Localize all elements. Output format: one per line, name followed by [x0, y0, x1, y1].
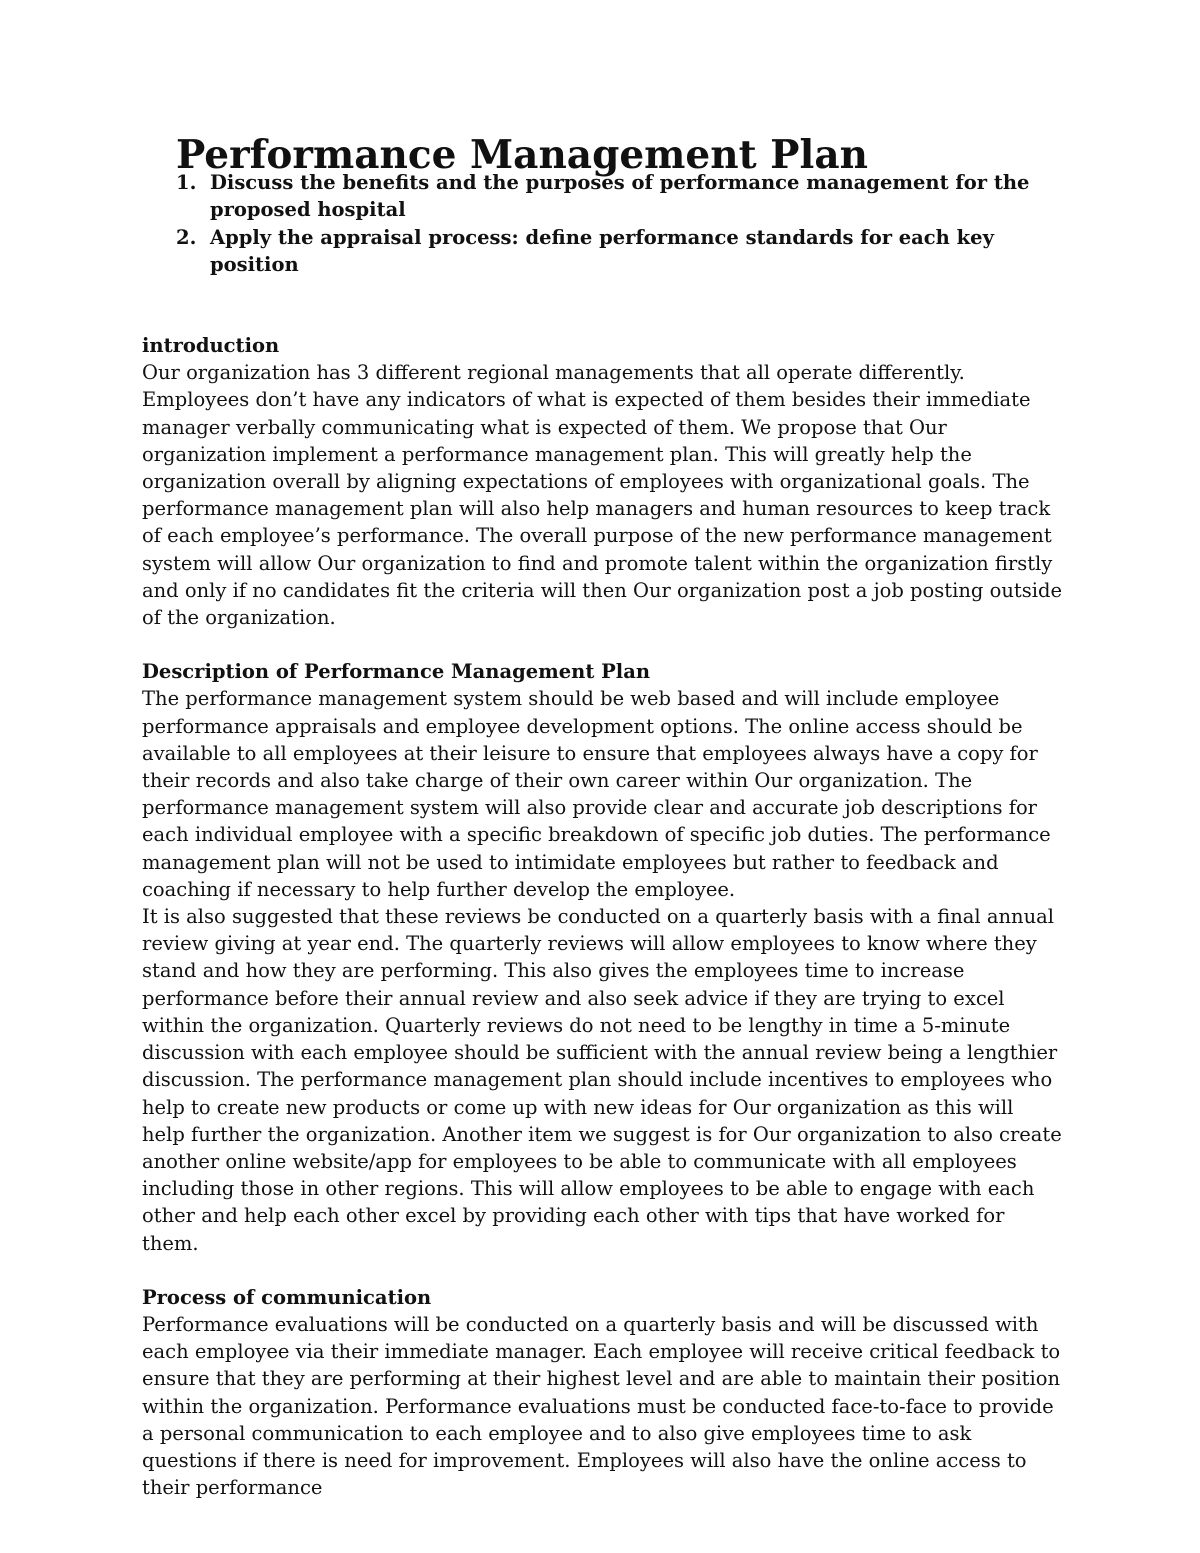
document-body	[142, 132, 1062, 1501]
objective-number: 1.	[176, 171, 197, 195]
objectives-list	[176, 169, 1062, 278]
paragraph: The performance management system should be web based and will include employee performance appraisals and employee development options. The online access should be available to all employees at their leisure to ensure that employees always have a copy for their records and also take charge of their own career within Our organization. The performance management system will also provide clear and accurate job descriptions for each individual employee with a specific breakdown of specific job duties. The performance management plan will not be used to intimidate employees but rather to feedback and coaching if necessary to help further develop the employee.	[142, 687, 1051, 901]
objective-item	[176, 224, 1062, 278]
section-description	[142, 658, 1062, 1256]
paragraph: Performance evaluations will be conducted on a quarterly basis and will be discussed with each employee via their immediate manager. Each employee will receive critical feedback to ensure that they are performing at their highest level and are able to maintain their position within the organization. Performance evaluations must be conducted face-to-face to provide a personal communication to each employee and to also give employees time to ask questions if there is need for improvement. Employees will also have the online access to their performance	[142, 1312, 1061, 1500]
paragraph: It is also suggested that these reviews be conducted on a quarterly basis with a final annual review giving at year end. The quarterly reviews will allow employees to know where they stand and how they are performing. This also gives the employees time to increase performance before their annual review and also seek advice if they are trying to excel within the organization. Quarterly reviews do not need to be lengthy in time a 5-minute discussion with each employee should be sufficient with the annual review being a lengthier discussion. The performance management plan should include incentives to employees who help to create new products or come up with new ideas for Our organization as this will help further the organization. Another item we suggest is for Our organization to also create another online website/app for employees to be able to communicate with all employees including those in other regions. This will allow employees to be able to engage with each other and help each other excel by providing each other with tips that have worked for them.	[142, 905, 1062, 1255]
objective-text: Discuss the benefits and the purposes of performance management for the proposed hospital	[210, 171, 1030, 222]
section-heading: Description of Performance Management Plan	[142, 660, 651, 684]
objective-text: Apply the appraisal process: define performance standards for each key position	[210, 225, 994, 276]
section-heading: introduction	[142, 334, 280, 358]
objective-item	[176, 169, 1062, 223]
section-introduction	[142, 332, 1062, 631]
paragraph: Our organization has 3 different regional managements that all operate differently. Employees don’t have any indicators of what is expected of them besides their immediate manager verbally communicating what is expected of them. We propose that Our organization implement a performance management plan. This will greatly help the organization overall by aligning expectations of employees with organizational goals. The performance management plan will also help managers and human resources to keep track of each employee’s performance. The overall purpose of the new performance management system will allow Our organization to find and promote talent within the organization firstly and only if no candidates fit the criteria will then Our organization post a job posting outside of the organization.	[142, 361, 1062, 630]
section-communication	[142, 1284, 1062, 1502]
section-heading: Process of communication	[142, 1285, 432, 1309]
document-header	[176, 132, 1062, 278]
document-title: Performance Management Plan	[176, 132, 868, 178]
objective-number: 2.	[176, 225, 197, 249]
